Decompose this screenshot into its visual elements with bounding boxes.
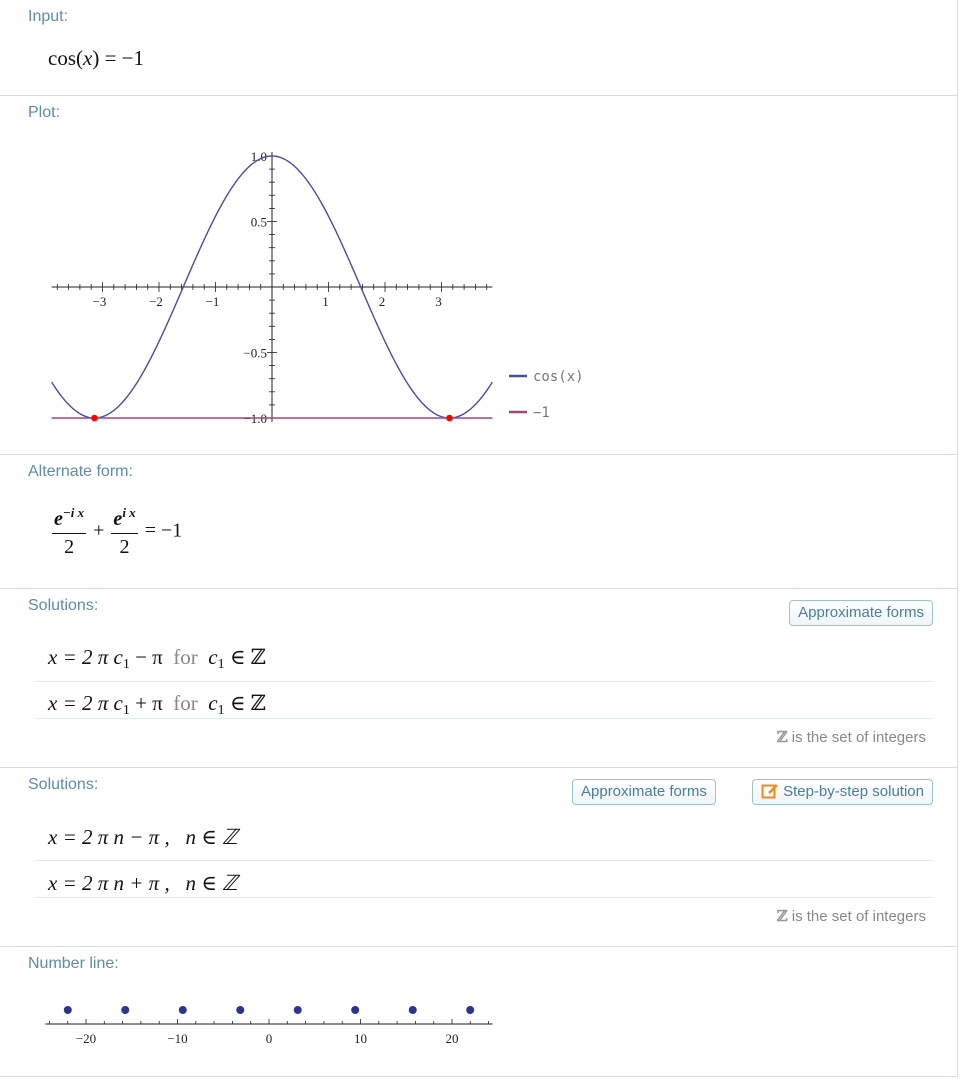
- number-line-pod: [0, 947, 958, 1077]
- x-tick-label: −3: [92, 294, 107, 309]
- solution-row-4: x = 2 π n + π , n ∈ ℤ: [48, 871, 238, 895]
- row-separator: [35, 860, 933, 861]
- legend-label: cos(x): [533, 369, 584, 385]
- solution-point: [446, 415, 453, 422]
- number-line-point: [351, 1006, 359, 1014]
- plot-pod: [0, 96, 958, 455]
- alternate-form-pod: [0, 455, 958, 589]
- number-line-title: Number line:: [28, 955, 119, 972]
- alternate-form-expression: $\frac{e^{-i x}}{2}$ + $\frac{e^{i x}}{2}$ = −1: [54, 505, 183, 558]
- row-separator: [35, 897, 933, 898]
- nl-tick-label: 20: [445, 1031, 459, 1046]
- x-tick-label: −2: [149, 294, 163, 309]
- number-line-point: [121, 1006, 129, 1014]
- solutions-pod-1: [0, 589, 958, 768]
- nl-tick-label: 10: [354, 1031, 367, 1046]
- x-tick-label: 1: [322, 294, 329, 309]
- number-line-point: [64, 1006, 72, 1014]
- number-line-point: [236, 1006, 244, 1014]
- fraction-1: $\frac{e^{-i x}}{2}$: [54, 505, 85, 558]
- solution-row-3: x = 2 π n − π , n ∈ ℤ: [48, 825, 238, 849]
- approximate-forms-button-2[interactable]: Approximate forms: [572, 779, 716, 805]
- cos-plot: [0, 96, 620, 455]
- solution-row-1: x = 2 π $c_1 - \pi$ for $c_1$ ∈ ℤ: [48, 645, 266, 672]
- y-tick-label: −0.5: [243, 345, 267, 361]
- nl-tick-label: −10: [167, 1031, 188, 1046]
- x-tick-label: 3: [435, 294, 442, 309]
- input-pod: [0, 0, 958, 96]
- edit-icon: [761, 783, 779, 799]
- step-by-step-button[interactable]: Step-by-step solution: [752, 779, 933, 805]
- solution-point: [91, 415, 98, 422]
- row-separator: [35, 718, 933, 719]
- row-separator: [35, 681, 933, 682]
- x-tick-label: 2: [378, 294, 386, 309]
- y-tick-label: −1.0: [243, 411, 267, 426]
- nl-tick-label: 0: [265, 1031, 273, 1046]
- number-line-point: [294, 1006, 302, 1014]
- number-line-point: [409, 1006, 417, 1014]
- input-title: Input:: [28, 8, 69, 25]
- integers-note-2: ℤ is the set of integers: [776, 907, 926, 925]
- nl-tick-label: −20: [75, 1031, 97, 1046]
- solutions-pod-2: [0, 768, 958, 947]
- plot-title: Plot:: [28, 104, 61, 121]
- x-tick-label: −1: [205, 294, 220, 309]
- alternate-form-title: Alternate form:: [28, 463, 133, 480]
- legend-label: −1: [533, 405, 550, 421]
- solutions-title-2: Solutions:: [28, 776, 99, 793]
- integers-note-1: ℤ is the set of integers: [776, 728, 926, 746]
- y-tick-label: 0.5: [250, 214, 267, 230]
- number-line-point: [179, 1006, 187, 1014]
- solution-row-2: x = 2 π $c_1 + \pi$ for $c_1$ ∈ ℤ: [48, 691, 266, 718]
- number-line-point: [466, 1006, 474, 1014]
- approximate-forms-button-1[interactable]: Approximate forms: [789, 600, 933, 626]
- solutions-title-1: Solutions:: [28, 597, 99, 614]
- y-tick-label: 1.0: [250, 149, 267, 164]
- number-line-chart: [0, 947, 560, 1077]
- fraction-2: $\frac{e^{i x}}{2}$: [113, 505, 136, 558]
- input-expression: cos(x) = −1: [48, 46, 145, 70]
